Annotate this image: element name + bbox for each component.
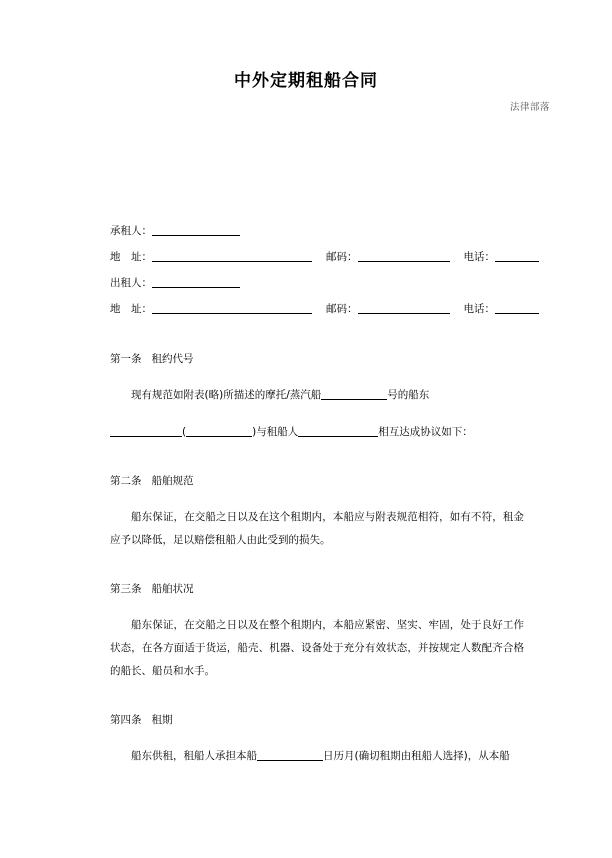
inline-blank-line[interactable] — [321, 388, 387, 400]
field-blank-line[interactable] — [152, 276, 240, 288]
section-paragraph — [110, 614, 524, 683]
field-blank-line[interactable] — [358, 250, 450, 262]
section-number: 第四条 — [110, 714, 142, 726]
field-blank-line[interactable] — [152, 250, 312, 262]
section-heading — [110, 348, 524, 370]
section-heading — [110, 578, 524, 600]
field-blank-line[interactable] — [152, 224, 240, 236]
field-blank-line[interactable] — [152, 302, 312, 314]
section-title: 船舶规范 — [151, 475, 194, 487]
paragraph-text: ( — [182, 426, 187, 438]
field-label: 地 址： — [110, 303, 152, 315]
field-label: 承租人： — [110, 225, 152, 237]
paragraph-text: 船东保证，在交船之日以及在整个租期内，本船应紧密、坚实、牢固，处于良好工作状态，在各方面适于货运，船壳、机器、设备处于充分有效状态，并按规定人数配齐合格的船长、船员和水手。 — [110, 619, 524, 677]
section-title: 租约代号 — [151, 353, 194, 365]
field-label: 电话： — [463, 251, 495, 263]
section-title: 租期 — [151, 714, 173, 726]
paragraph-text: 船东供租，租船人承担本船 — [131, 750, 257, 762]
section-paragraph — [110, 421, 524, 444]
section-number: 第二条 — [110, 475, 142, 487]
inline-blank-line[interactable] — [257, 749, 323, 761]
form-field-row — [110, 296, 527, 322]
paragraph-text: 号的船东 — [387, 389, 430, 401]
section-title: 船舶状况 — [151, 583, 194, 595]
field-label: 地 址： — [110, 251, 152, 263]
section-paragraph — [110, 745, 524, 768]
section-number: 第三条 — [110, 583, 142, 595]
section-number: 第一条 — [110, 353, 142, 365]
field-label: 电话： — [463, 303, 495, 315]
field-label: 出租人： — [110, 277, 152, 289]
watermark-label: 法律部落 — [509, 102, 550, 113]
section-heading — [110, 709, 524, 731]
form-field-row — [110, 270, 527, 296]
field-label: 邮码： — [326, 251, 358, 263]
paragraph-text: 现有规范如附表(略)所描述的摩托/蒸汽船 — [131, 389, 322, 401]
inline-blank-line[interactable] — [186, 425, 252, 437]
paragraph-text: 相互达成协议如下： — [378, 426, 473, 438]
section-heading — [110, 470, 524, 492]
paragraph-text: )与租船人 — [252, 426, 299, 438]
section-paragraph — [110, 506, 524, 552]
field-blank-line[interactable] — [495, 302, 539, 314]
field-label: 邮码： — [326, 303, 358, 315]
field-blank-line[interactable] — [495, 250, 539, 262]
document-page — [0, 66, 612, 858]
form-field-row — [110, 244, 527, 270]
page-title: 中外定期租船合同 — [234, 71, 378, 91]
sections-container — [110, 348, 524, 768]
paragraph-text: 船东保证，在交船之日以及在这个租期内，本船应与附表规范相符，如有不符，租金应予以降低，足以赔偿租船人由此受到的损失。 — [110, 511, 524, 546]
inline-blank-line[interactable] — [110, 425, 182, 437]
party-fields — [110, 218, 527, 322]
document-body — [0, 206, 612, 768]
inline-blank-line[interactable] — [298, 425, 378, 437]
section-paragraph — [110, 384, 524, 407]
form-field-row — [110, 218, 527, 244]
paragraph-text: 日历月(确切租期由租船人选择)，从本船 — [323, 750, 510, 762]
field-blank-line[interactable] — [358, 302, 450, 314]
